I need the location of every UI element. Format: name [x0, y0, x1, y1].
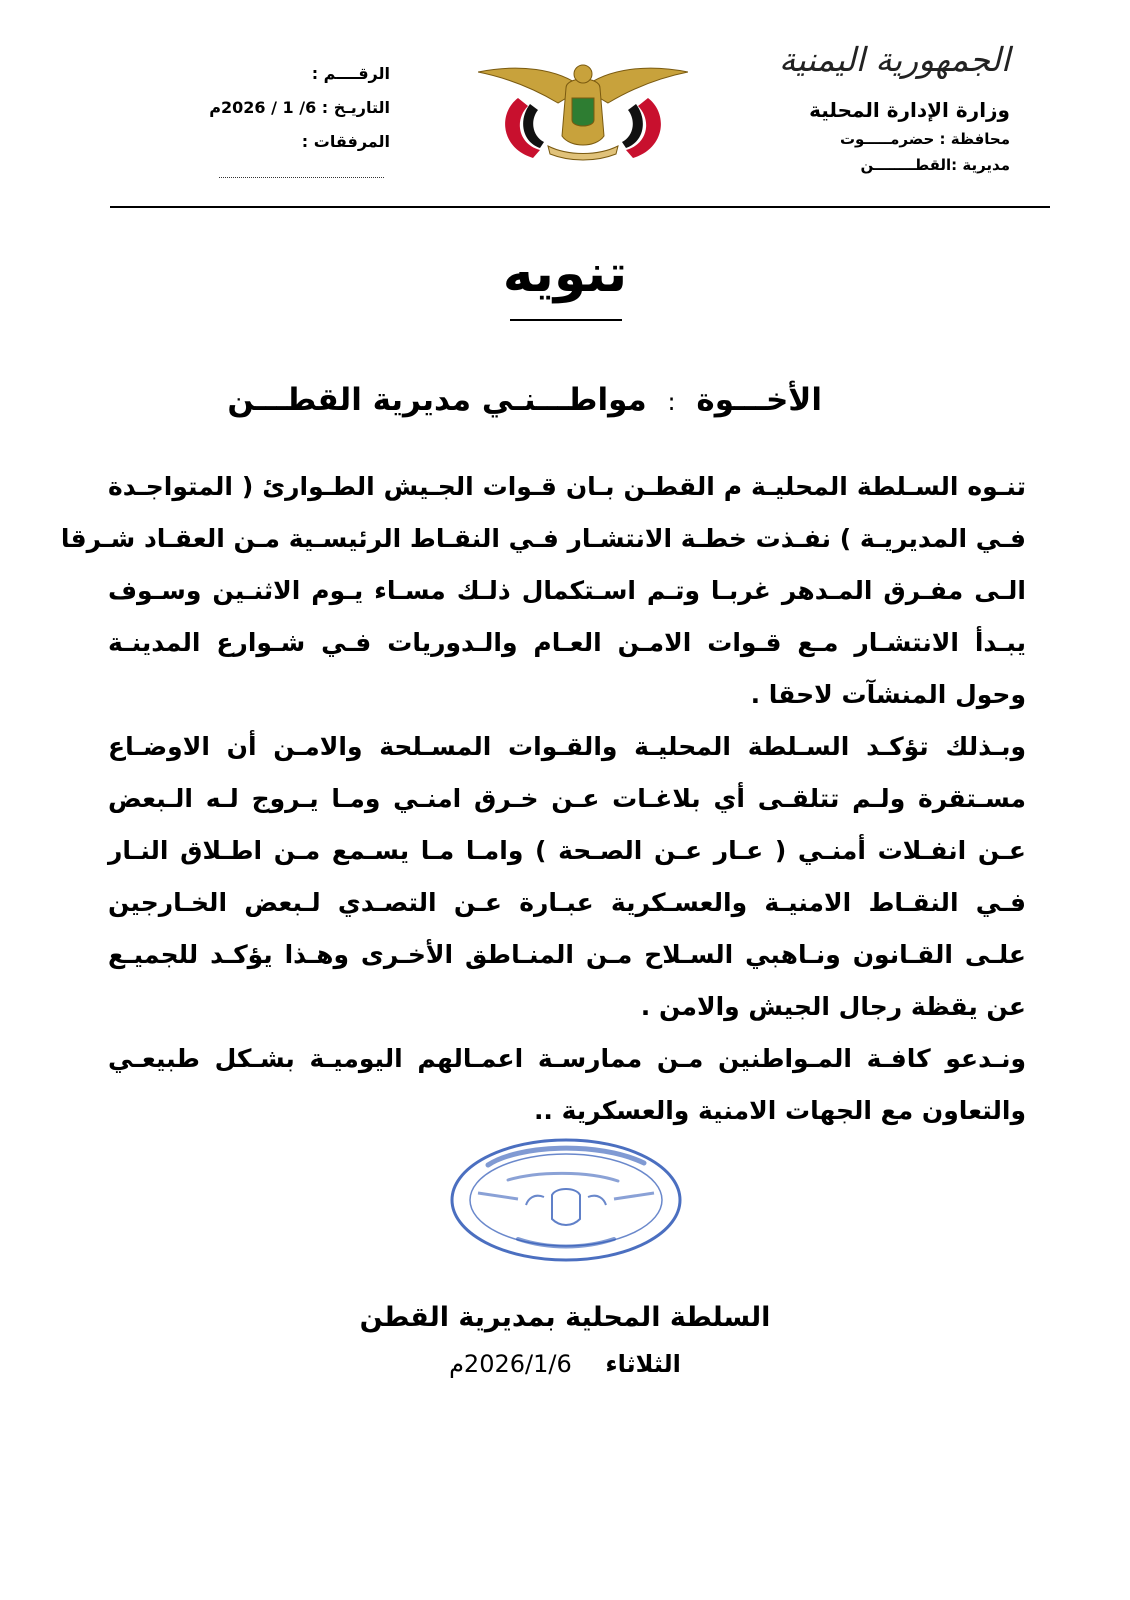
addressee-separator: :	[667, 388, 676, 416]
attachments-dotted-line	[219, 176, 384, 178]
date-value: 6/ 1 / 2026م	[209, 98, 317, 117]
body-line: علـى القـانون ونـاهبي السـلاح مـن المنـاطق الأخـرى وهـذا يؤكـد للجميـع	[108, 940, 1026, 969]
letterhead-left	[130, 57, 390, 159]
notice-title: تنويه	[502, 244, 628, 304]
addressee-line	[227, 382, 822, 418]
republic-title: الجمهورية اليمنية	[778, 40, 1010, 79]
body-line: تنـوه السـلطة المحليـة م القطـن بـان قـوات الجـيش الطـوارئ ( المتواجـدة	[108, 472, 1026, 501]
number-label: الرقــــم :	[311, 64, 390, 83]
ministry-name: وزارة الإدارة المحلية	[809, 98, 1010, 122]
body-line: والتعاون مع الجهات الامنية والعسكرية ..	[533, 1096, 1026, 1125]
body-line: ونـدعو كافـة المـواطنين مـن ممارسـة اعمـالهم اليوميـة بشـكل طبيعـي	[108, 1044, 1026, 1073]
body-line: الـى مفـرق المـدهر غربـا وتـم اسـتكمال ذلـك مسـاء يـوم الاثنـين وسـوف	[108, 576, 1026, 605]
attachments-row	[130, 125, 390, 159]
body-line: فـي النقـاط الامنيـة والعسـكرية عبـارة عـن التصـدي لـبعض الخـارجين	[108, 888, 1026, 917]
number-row	[130, 57, 390, 91]
addressee-value: مواطـــنـي مديرية القطـــن	[227, 382, 647, 418]
signature-date: 2026/1/6م	[449, 1350, 572, 1378]
addressee-label: الأخـــوة	[696, 382, 822, 418]
body-line: يبـدأ الانتشـار مـع قـوات الامـن العـام والـدوريات فـي شـوارع المدينـة	[108, 628, 1026, 657]
governorate-line: محافظة : حضرمـــــوت	[839, 130, 1010, 148]
body-line: مسـتقرة ولـم تتلقـى أي بلاغـات عـن خـرق امنـي ومـا يـروج لـه الـبعض	[108, 784, 1026, 813]
signature-authority: السلطة المحلية بمديرية القطن	[359, 1302, 771, 1333]
date-label: التاريـخ :	[321, 98, 390, 117]
national-emblem-icon	[478, 58, 688, 168]
official-stamp-icon	[448, 1135, 684, 1265]
body-line: وحول المنشآت لاحقا .	[750, 680, 1026, 709]
district-line: مديرية :القطــــــــن	[860, 156, 1010, 174]
signature-date-line	[0, 1350, 1130, 1378]
attachments-label: المرفقات :	[301, 132, 390, 151]
body-line: عن يقظة رجال الجيش والامن .	[640, 992, 1026, 1021]
letterhead-right	[770, 40, 1010, 174]
date-row	[130, 91, 390, 125]
body-line: فـي المديريـة ) نفـذت خطـة الانتشـار فـي النقـاط الرئيسـية مـن العقـاد شـرقا	[60, 524, 1026, 553]
notice-body	[60, 462, 1026, 1138]
body-line: وبـذلك تؤكـد السـلطة المحليـة والقـوات المسـلحة والامـن أن الاوضـاع	[108, 732, 1026, 761]
title-underline	[510, 319, 622, 321]
signature-day: الثلاثاء	[605, 1350, 681, 1378]
header-divider	[110, 206, 1050, 208]
body-line: عـن انفـلات أمنـي ( عـار عـن الصـحة ) وامـا مـا يسـمع مـن اطـلاق النـار	[108, 836, 1026, 865]
